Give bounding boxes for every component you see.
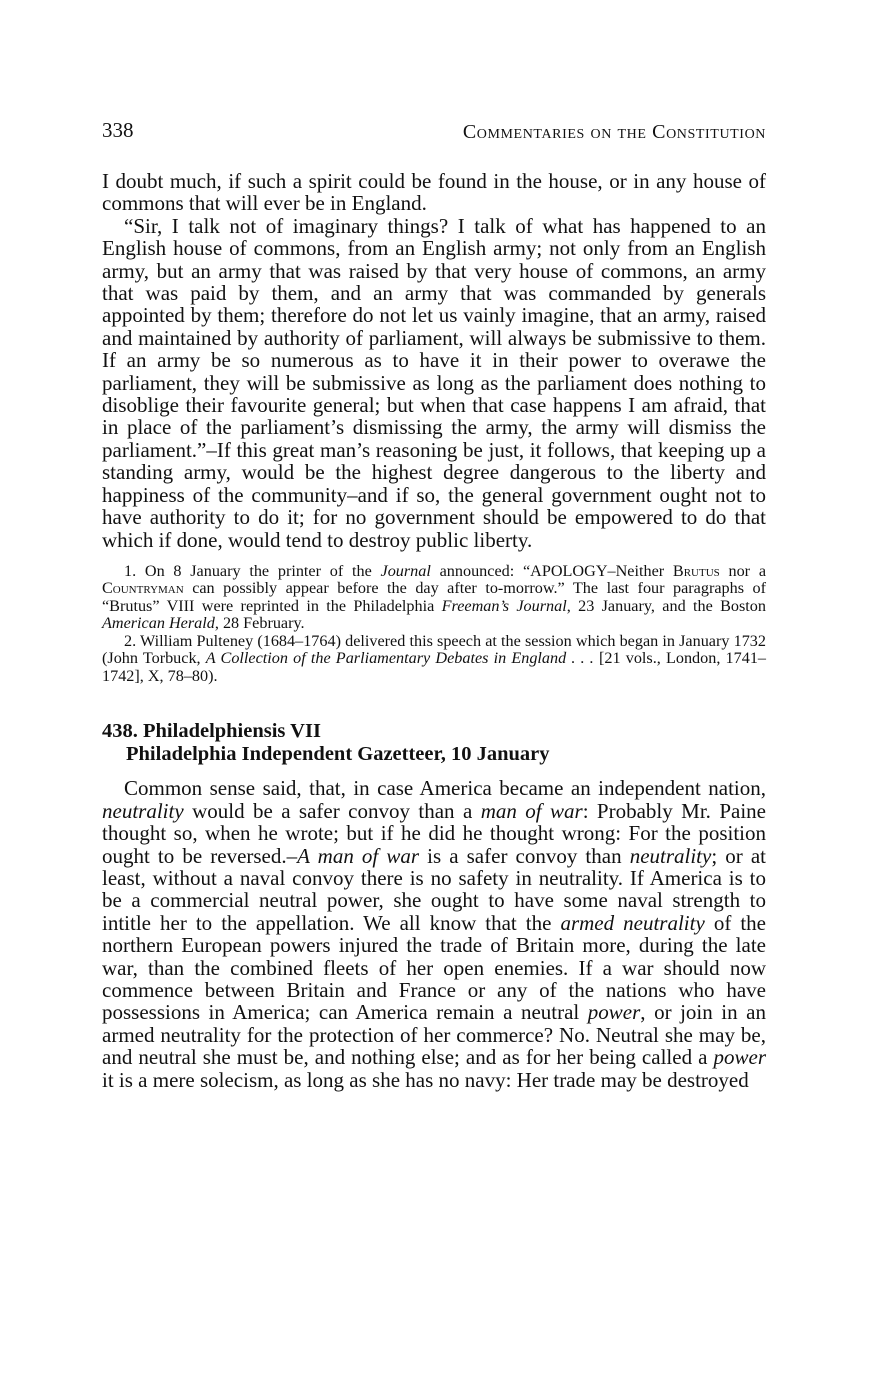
footnote-2: 2. William Pulteney (1684–1764) delivered this speech at the session which began in January 1732 (John Torbuck, A Collection of the Parliamentary Debates in England . . . [21 vols., London, 1741–1742], X, 78–80). xyxy=(102,631,767,685)
footnotes xyxy=(102,563,766,686)
continued-text xyxy=(102,170,766,551)
paragraph: “Sir, I talk not of imaginary things? I talk of what has happened to an English house of commons, from an English army; not only from an English army, but an army that was raised by that very house of commons, an army that was paid by them, and an army that was commanded by generals appointed by them; therefore do not let us vainly imagine, that an army, raised and maintained by authority of parliament, will always be submissive to them. If an army be so numerous as to have it in their power to overawe the parliament, they will be submissive as long as the parliament does nothing to disoblige their favourite general; but when that case happens I am afraid, that in place of the parliament’s dismissing the army, the army will dismiss the parliament.”–If this great man’s reasoning be just, it follows, that keeping up a standing army, would be the highest degree dangerous to the liberty and happiness of the community–and if so, the general government ought not to have authority to do it; for no government should be empowered to do that which if done, would tend to destroy public liberty. xyxy=(102,213,766,552)
running-head: Commentaries on the Constitution xyxy=(462,121,766,143)
page-number: 338 xyxy=(102,118,134,142)
paragraph: Common sense said, that, in case America became an independent nation, neutrality would be a safer convoy than a man of war: Probably Mr. Paine thought so, when he wrote; but if he did he thought wrong: For the position ought to be reversed.–A man of war is a safer convoy than neutrality; or at least, without a naval convoy there is no safety in neutrality. If America is to be a commercial neutral power, she ought to have some naval strength to intitle her to the appellation. We all know that the armed neutrality of the northern European powers injured the trade of Britain more, during the late war, than the combined fleets of her open enemies. If a war should now commence between Britain and France or any of the nations who have possessions in America; can America remain a neutral power, or join in an armed neutrality for the protection of her commerce? No. Neutral she may be, and neutral she must be, and nothing else; and as for her being called a power it is a mere solecism, as long as she has no navy: Her trade may be destroyed xyxy=(102,776,767,1092)
document-heading xyxy=(102,720,766,766)
book-page xyxy=(102,118,766,1091)
page-header xyxy=(102,118,766,148)
paragraph: I doubt much, if such a spirit could be found in the house, or in any house of commons that will ever be in England. xyxy=(102,169,766,216)
footnote-1: 1. On 8 January the printer of the Journal announced: “APOLOGY–Neither Brutus nor a Countryman can possibly appear before the day after to-morrow.” The last four paragraphs of “Brutus” VIII were reprinted in the Philadelphia Freeman’s Journal, 23 January, and the Boston American Herald, 28 February. xyxy=(102,561,767,633)
document-text xyxy=(102,777,766,1091)
document-title: 438. Philadelphiensis VII xyxy=(102,720,321,743)
document-source: Philadelphia Independent Gazetteer, 10 January xyxy=(126,743,550,766)
